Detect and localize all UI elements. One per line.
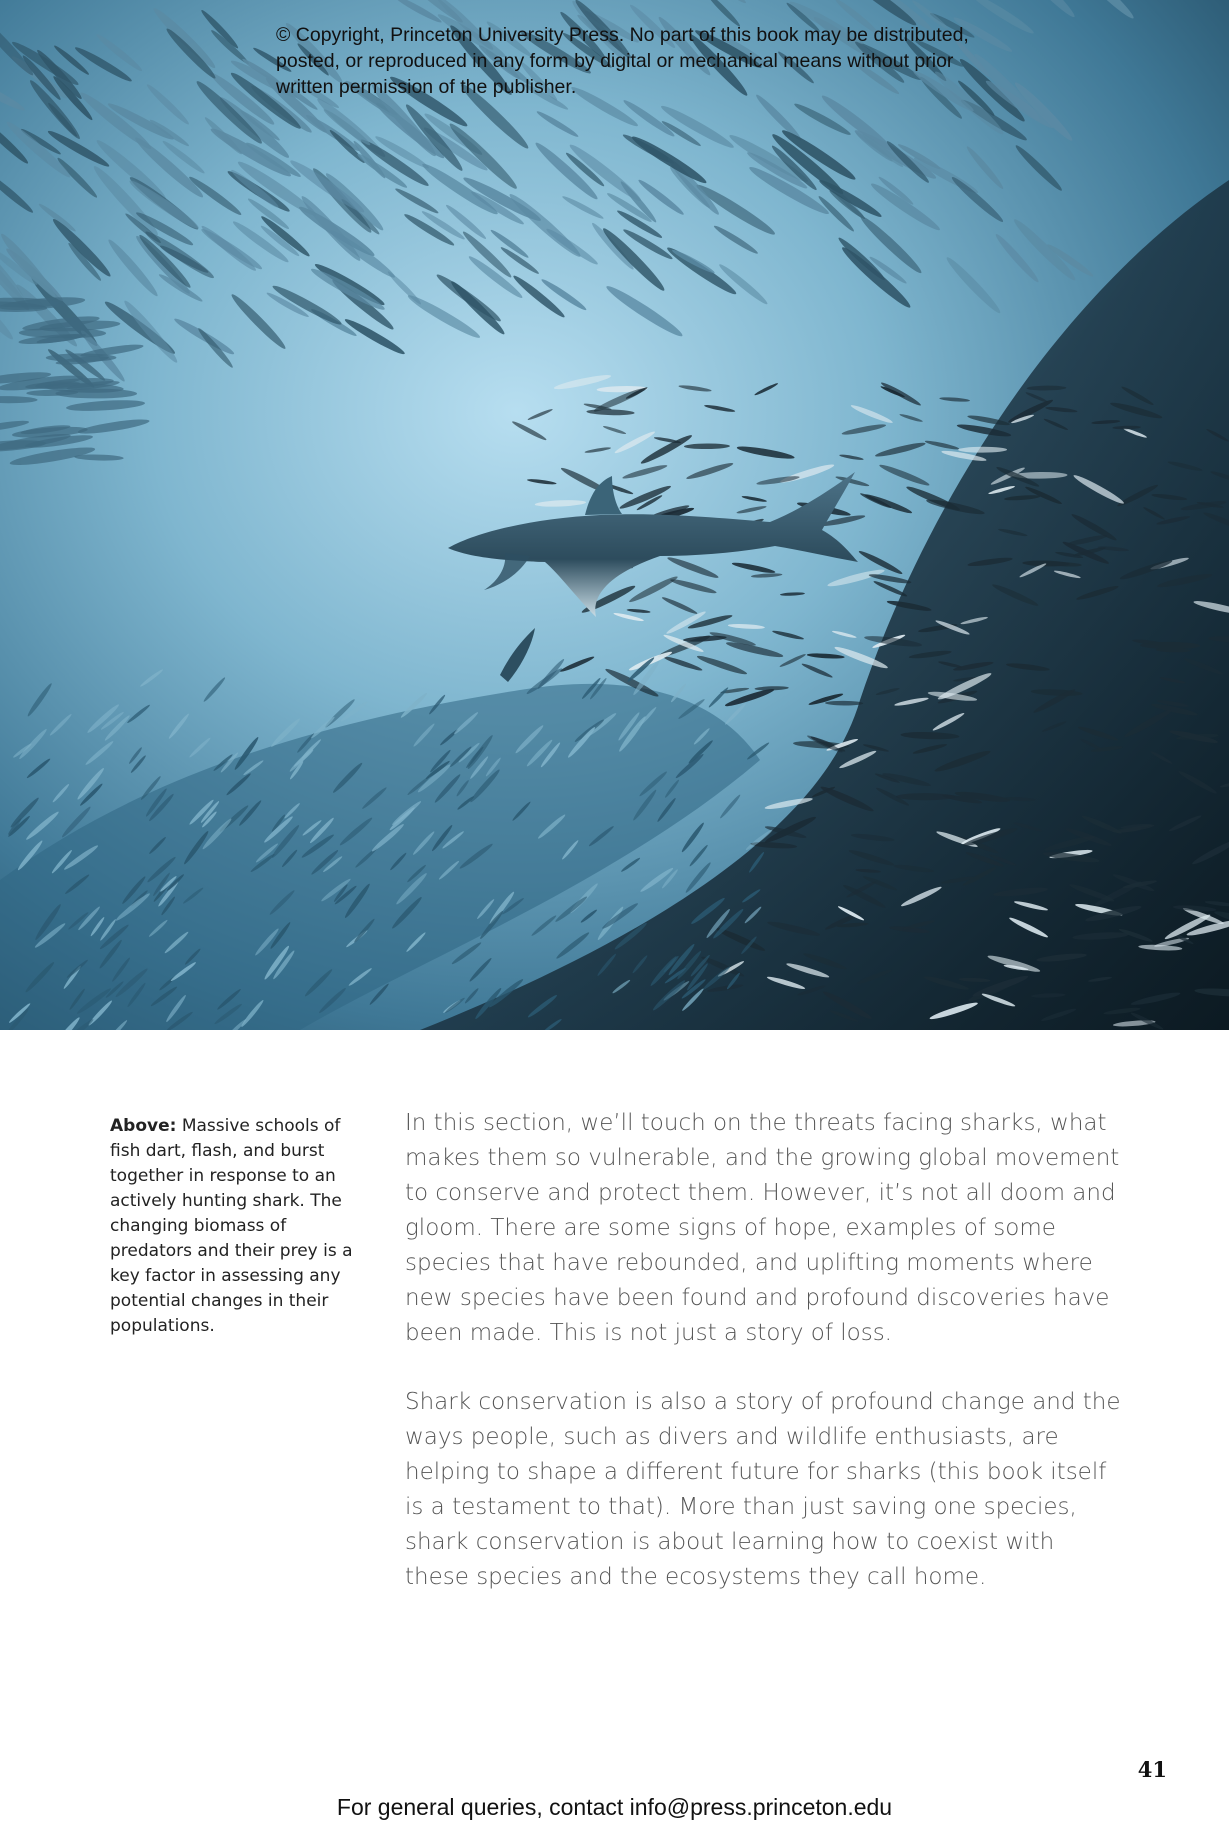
- caption-lead: Above:: [110, 1116, 177, 1136]
- body-text: [405, 1106, 1125, 1629]
- footer-contact: For general queries, contact info@press.princeton.edu: [336, 1794, 893, 1820]
- body-paragraph-1: In this section, we’ll touch on the threats facing sharks, what makes them so vulnerable, and the growing global movement to conserve and protect them. However, it’s not all doom and gloom. There are some signs of hope, examples of some species that have rebounded, and uplifting moments where new species have been found and profound discoveries have been made. This is not just a story of loss.: [405, 1110, 1120, 1346]
- copyright-notice: © Copyright, Princeton University Press. No part of this book may be distributed, posted, or reproduced in any form by digital or mechanical means without prior written permission of the publisher.: [276, 24, 969, 98]
- caption-text: Massive schools of fish dart, flash, and burst together in response to an actively hunting shark. The changing biomass of predators and their prey is a key factor in assessing any potential changes in their populations.: [110, 1116, 353, 1336]
- photo-caption: [110, 1114, 370, 1339]
- page-number: 41: [1137, 1757, 1167, 1782]
- body-paragraph-2: Shark conservation is also a story of profound change and the ways people, such as divers and wildlife enthusiasts, are helping to shape a different future for sharks (this book itself is a testament to that). More than just saving one species, shark conservation is about learning how to coexist with these species and the ecosystems they call home.: [405, 1389, 1121, 1590]
